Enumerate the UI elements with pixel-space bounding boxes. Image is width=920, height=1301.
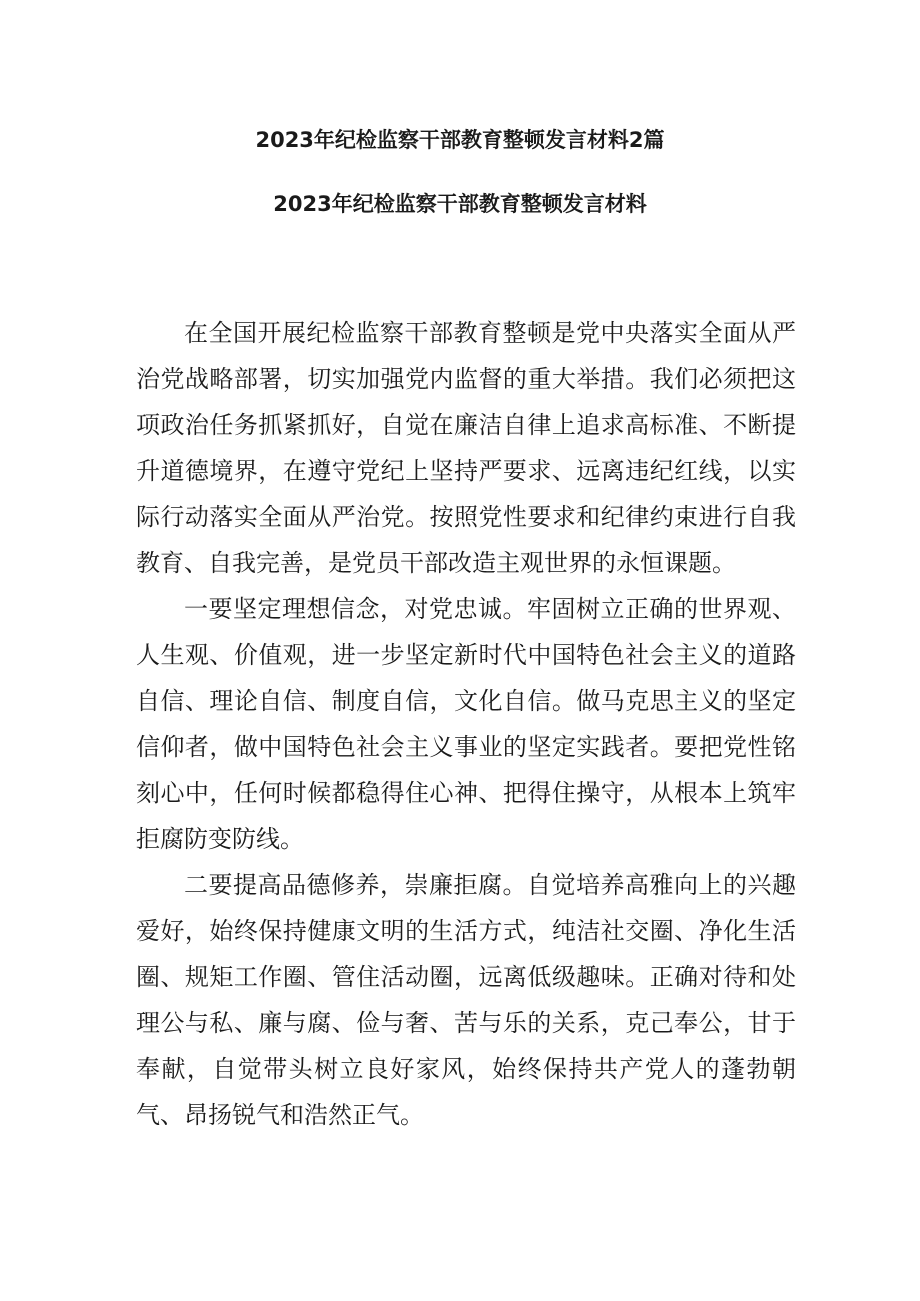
document-subtitle: 2023年纪检监察干部教育整顿发言材料	[273, 192, 647, 216]
paragraph-point-two: 二要提高品德修养，崇廉拒腐。自觉培养高雅向上的兴趣爱好，始终保持健康文明的生活方式，纯洁社交圈、净化生活圈、规矩工作圈、管住活动圈，远离低级趣味。正确对待和处理公与私、廉与腐、俭与奢、苦与乐的关系，克己奉公，甘于奉献，自觉带头树立良好家风，始终保持共产党人的蓬勃朝气、昂扬锐气和浩然正气。	[136, 871, 796, 1129]
paragraph-intro: 在全国开展纪检监察干部教育整顿是党中央落实全面从严治党战略部署，切实加强党内监督的重大举措。我们必须把这项政治任务抓紧抓好，自觉在廉洁自律上追求高标准、不断提升道德境界，在遵守党纪上坚持严要求、远离违纪红线，以实际行动落实全面从严治党。按照党性要求和纪律约束进行自我教育、自我完善，是党员干部改造主观世界的永恒课题。	[136, 319, 796, 577]
document-body	[136, 310, 796, 1138]
paragraph-point-one: 一要坚定理想信念，对党忠诚。牢固树立正确的世界观、人生观、价值观，进一步坚定新时代中国特色社会主义的道路自信、理论自信、制度自信，文化自信。做马克思主义的坚定信仰者，做中国特色社会主义事业的坚定实践者。要把党性铭刻心中，任何时候都稳得住心神、把得住操守，从根本上筑牢拒腐防变防线。	[136, 595, 796, 853]
document-title: 2023年纪检监察干部教育整顿发言材料2篇	[255, 128, 665, 152]
